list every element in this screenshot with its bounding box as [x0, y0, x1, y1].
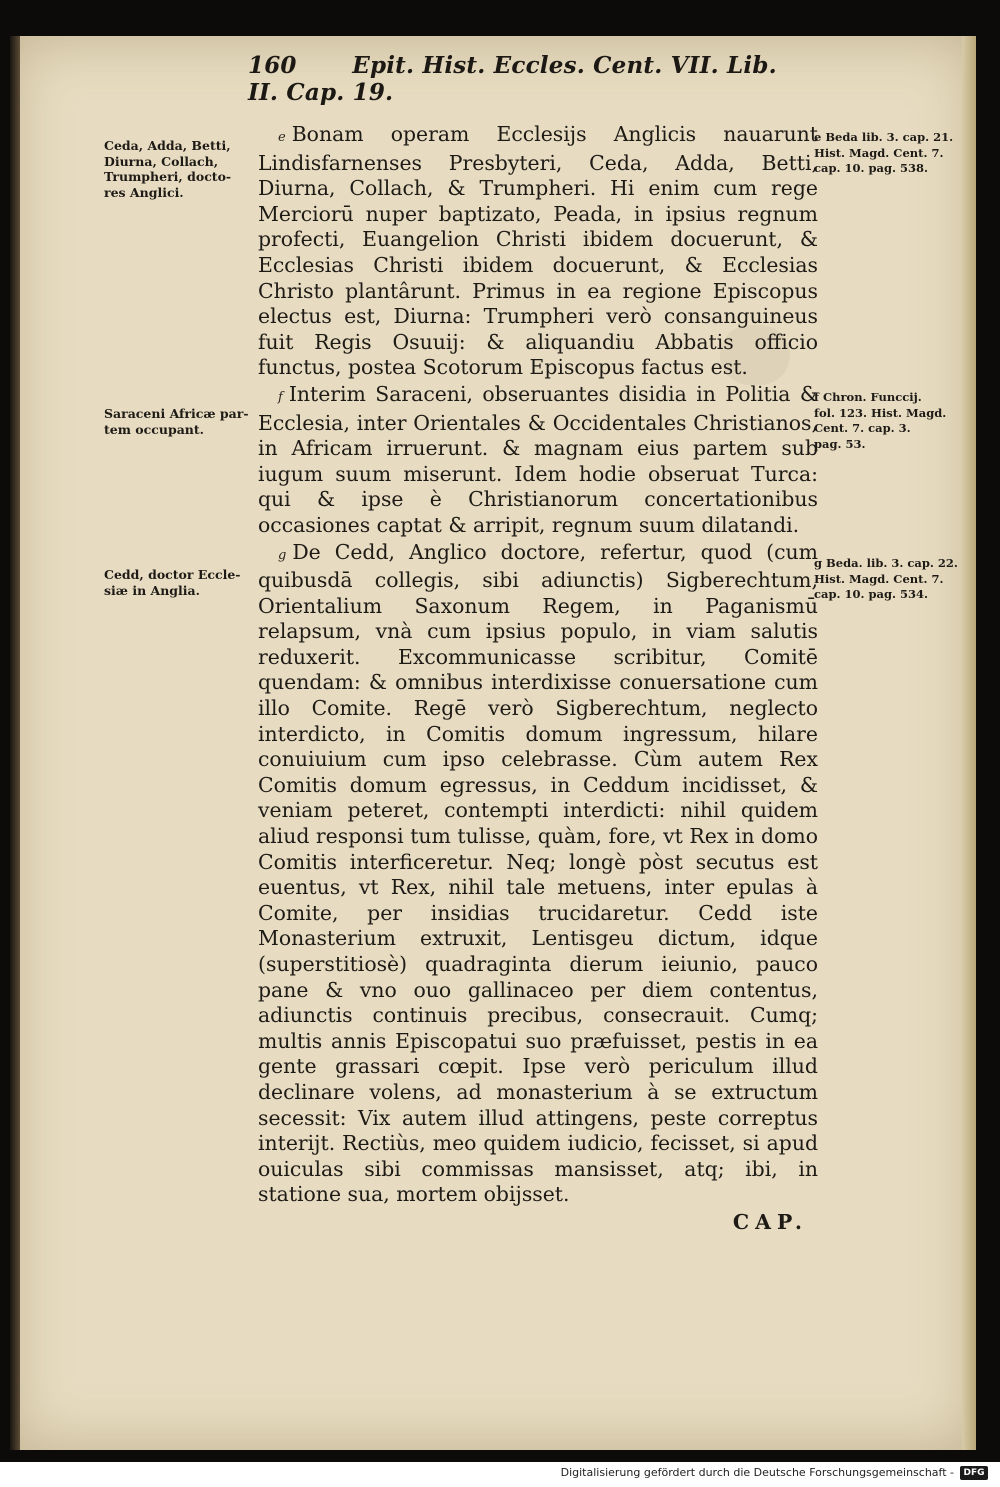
right-marginal-note — [814, 390, 970, 452]
page-number: 160 — [248, 52, 297, 79]
marginal-line: g Beda. lib. 3. cap. 22. — [814, 556, 958, 570]
paragraph-text: Bonam operam Ecclesijs Anglicis nauarunt Lindisfarnenses Presbyteri, Ceda, Adda, Betti, Diurna, Collach, & Trumpheri. Hi enim cum rege Merciorū nuper baptizato, Peada, in ipsius regnum profecti, Euangelion Christi ibidem docuerunt, & Ecclesias Christi ibidem docuerunt, & Ecclesias Christo plantârunt. Primus in ea regione Episcopus electus est, Diurna: Trumpheri verò consanguineus fuit Regis Osuuij: & aliquandiu Abbatis officio functus, postea Scotorum Episcopus factus est. — [258, 122, 818, 380]
right-marginal-note — [814, 130, 970, 177]
marginal-line: tem occupant. — [104, 421, 205, 437]
funding-credit: Digitalisierung gefördert durch die Deutsche Forschungsgemeinschaft - — [560, 1466, 954, 1479]
running-title: Epit. Hist. Eccles. Cent. VII. Lib. II. Cap. 19. — [248, 52, 777, 106]
marginal-line: Diurna, Collach, — [104, 153, 219, 169]
marginal-line: fol. 123. Hist. Magd. — [814, 405, 947, 420]
marginal-line: Hist. Magd. Cent. 7. — [814, 145, 944, 160]
marginal-line: e Beda lib. 3. cap. 21. — [814, 130, 954, 144]
marginal-line: pag. 53. — [814, 436, 866, 451]
right-marginal-note — [814, 556, 970, 603]
marginal-line: Cedd, doctor Eccle- — [104, 567, 241, 582]
note-mark: e — [278, 130, 286, 145]
catchword: CAP. — [732, 1209, 808, 1234]
paragraph-text: De Cedd, Anglico doctore, refertur, quod (cum quibusdā collegis, sibi adiunctis) Sigberechtum, Orientalium Saxonum Regem, in Paganismū relapsum, vnà cum ipsius populo, in viam salutis reduxerit. Excommunicasse scribitur, Comitē quendam: & omnibus interdixisse conuersatione cum illo Comite. Regē verò Sigberechtum, neglecto interdicto, in Comitis domum ingressum, hilare conuiuium cum ipso celebrasse. Cùm autem Rex Comitis domum egressus, in Ceddum incidisset, & veniam peteret, contempti interdicti: nihil quidem aliud responsi tum tulisse, quàm, fore, vt Rex in domo Comitis interficeretur. Neq; longè pòst secutus est euentus, vt Rex, nihil tale metuens, inter epulas à Comite, per insidias trucidaretur. Cedd iste Monasterium extruxit, Lentisgeu dictum, idque (superstitiosè) quadraginta dierum ieiunio, pauco pane & vno ouo gallinaceo per diem contentus, adiunctis continuis precibus, consecrauit. Cumq; multis annis Episcopatui suo præfuisset, pestis in ea gente grassari cœpit. Ipse verò periculum illud declinare volens, ad monasterium à se extructum secessit: Vix autem illud attingens, peste correptus interijt. Rectiùs, meo quidem iudicio, fecisset, si apud ouiculas sibi commissas mansisset, atq; ibi, in statione sua, mortem obijsset. — [258, 539, 818, 1207]
dfg-logo-icon[interactable]: DFG — [960, 1466, 988, 1480]
marginal-line: cap. 10. pag. 538. — [814, 161, 929, 175]
gutter-shadow — [10, 36, 20, 1450]
paragraph-g — [258, 540, 818, 1208]
marginal-line: siæ in Anglia. — [104, 582, 200, 598]
marginal-line: Saraceni Africæ par- — [104, 406, 249, 421]
left-marginal-note — [104, 406, 249, 437]
marginal-line: Ceda, Adda, Betti, — [104, 138, 231, 153]
main-text-block — [258, 122, 818, 1236]
marginal-line: Hist. Magd. Cent. 7. — [814, 571, 944, 586]
note-mark: f — [278, 389, 283, 405]
marginal-line: Trumpheri, docto- — [104, 169, 232, 184]
marginal-line: cap. 10. pag. 534. — [814, 587, 929, 601]
note-mark: g — [278, 547, 287, 563]
paragraph-text: Interim Saraceni, obseruantes disidia in Politia & Ecclesia, inter Orientales & Occidentales Christianos, in Africam irruerunt. & magnam eius partem sub iugum suum miserunt. Idem hodie obseruat Turca: qui & ipse è Christianorum concertationibus occasiones captat & arripit, regnum suum dilatandi. — [258, 381, 818, 537]
paragraph-e — [258, 122, 818, 381]
left-marginal-note — [104, 138, 249, 200]
marginal-line: f Chron. Funccij. — [814, 390, 922, 404]
footer-bar — [0, 1462, 1000, 1487]
marginal-line: Cent. 7. cap. 3. — [814, 421, 911, 435]
marginal-line: res Anglici. — [104, 184, 184, 200]
page-edge — [962, 36, 976, 1450]
running-header — [248, 52, 808, 106]
left-marginal-note — [104, 567, 249, 598]
paragraph-f — [258, 382, 818, 539]
